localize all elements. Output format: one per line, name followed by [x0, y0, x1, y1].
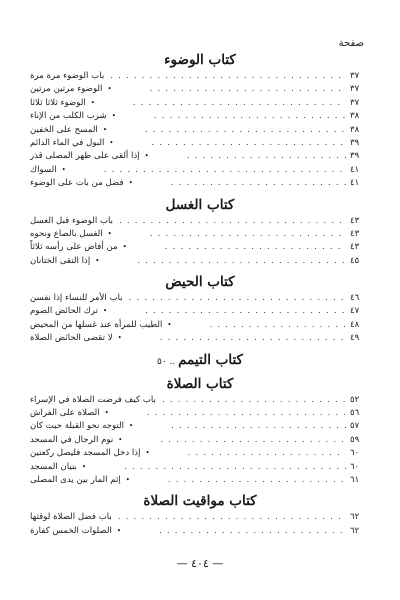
- entry-label: • الوضوء ثلاثا ثلاثا: [30, 97, 129, 110]
- entry-label: • إذا ألقى على ظهر المصلى قذر: [30, 150, 183, 163]
- entry-page-number: ٣٩: [350, 137, 360, 148]
- toc-entry: [30, 124, 370, 137]
- toc-entry: [30, 394, 370, 407]
- dot-leader: [160, 332, 346, 345]
- entry-page-number: ٦٠: [350, 461, 360, 472]
- entry-label: • السواك: [30, 164, 100, 177]
- entry-label: • فضل من بات على الوضوء: [30, 177, 167, 190]
- entry-label: • التوجه نحو القبلة حيث كان: [30, 420, 167, 433]
- dot-leader: [159, 525, 346, 538]
- section-page-number: ٥٠: [157, 356, 167, 367]
- dot-leader: [152, 137, 346, 150]
- dot-leader: [187, 150, 346, 163]
- toc-entry: [30, 407, 370, 420]
- section-title-text: كتاب الوضوء: [164, 52, 236, 68]
- entry-label: • إذا دخل المسجد فليصل ركعتين: [30, 447, 184, 460]
- entry-label: • الطيب للمرأة عند غسلها من المحيض: [30, 319, 206, 332]
- section-title: [30, 374, 370, 394]
- dot-leader: [118, 511, 346, 524]
- toc-entry: [30, 137, 370, 150]
- entry-label: • المسح على الخفين: [30, 124, 141, 137]
- entry-page-number: ٣٩: [350, 151, 360, 162]
- toc-entry: [30, 319, 370, 332]
- toc-entry: [30, 447, 370, 460]
- toc-entry: [30, 164, 370, 177]
- toc-entry: [30, 215, 370, 228]
- entry-page-number: ٦٠: [350, 448, 360, 459]
- entry-label: باب الأمر للنساء إذا نفسن: [30, 293, 123, 304]
- dot-leader: [171, 177, 346, 190]
- toc-entry: [30, 97, 370, 110]
- dot-leader: [104, 164, 346, 177]
- entry-page-number: ٤٣: [350, 228, 360, 239]
- toc-entry: [30, 305, 370, 318]
- dot-leader: [171, 420, 346, 433]
- section-title: [30, 50, 370, 70]
- toc-entry: [30, 83, 370, 96]
- entry-page-number: ٣٧: [350, 97, 360, 108]
- toc-entry: [30, 110, 370, 123]
- page-number-footer: — ٤٠٤ —: [176, 557, 224, 570]
- entry-page-number: ٥٢: [350, 394, 360, 405]
- toc-entry: [30, 292, 370, 305]
- dot-leader: [165, 241, 346, 254]
- dot-leader: [150, 228, 346, 241]
- dot-leader: [188, 447, 346, 460]
- table-of-contents: [30, 50, 370, 538]
- entry-page-number: ٥٧: [350, 421, 360, 432]
- entry-page-number: ٣٧: [350, 71, 360, 81]
- dot-leader: [137, 255, 346, 268]
- entry-label: • نوم الرجال في المسجد: [30, 434, 156, 447]
- section-title: [30, 195, 370, 215]
- entry-page-number: ٤٨: [350, 319, 360, 330]
- entry-page-number: ٦١: [350, 474, 360, 485]
- entry-label: • الوضوء مرتين مرتين: [30, 83, 146, 96]
- entry-page-number: ٥٩: [350, 434, 360, 445]
- dot-leader: [168, 474, 346, 487]
- dot-leader: [124, 461, 346, 474]
- toc-entry: [30, 70, 370, 83]
- dot-leader: [162, 394, 346, 407]
- dot-leader: [210, 319, 346, 332]
- toc-entry: [30, 228, 370, 241]
- toc-entry: [30, 177, 370, 190]
- entry-label: • لا تقضى الحائض الصلاة: [30, 332, 156, 345]
- toc-entry: [30, 241, 370, 254]
- toc-entry: [30, 511, 370, 524]
- entry-label: • شرب الكلب من الإناء: [30, 110, 150, 123]
- entry-page-number: ٤٧: [350, 306, 360, 317]
- entry-page-number: ٣٧: [350, 84, 360, 95]
- entry-label: باب كيف فرضت الصلاة في الإسراء: [30, 394, 156, 405]
- dot-leader: [154, 110, 346, 123]
- entry-label: • إثم المار بين يدى المصلى: [30, 474, 164, 487]
- section-title: [30, 272, 370, 292]
- dot-leader: [147, 407, 346, 420]
- entry-page-number: ٤١: [350, 178, 360, 189]
- entry-label: • ترك الحائض الصوم: [30, 305, 141, 318]
- section-title-text: كتاب الغسل: [165, 196, 235, 213]
- toc-entry: [30, 255, 370, 268]
- toc-entry: [30, 150, 370, 163]
- dot-leader: [110, 70, 346, 83]
- entry-label: • البول في الماء الدائم: [30, 137, 148, 150]
- page-column-header: صفحة: [338, 38, 364, 49]
- section-title: [30, 491, 370, 511]
- dot-leader: [145, 124, 346, 137]
- entry-page-number: ٣٨: [350, 124, 360, 135]
- entry-label: • من أفاض على رأسه ثلاثاً: [30, 241, 161, 254]
- dot-leader: [133, 97, 346, 110]
- entry-page-number: ٤١: [350, 164, 360, 175]
- toc-entry: [30, 332, 370, 345]
- section-title-text: كتاب مواقيت الصلاة: [143, 493, 257, 510]
- toc-entry: [30, 474, 370, 487]
- entry-page-number: ٤٣: [350, 242, 360, 253]
- entry-label: • الغسل بالصاع ونحوه: [30, 228, 146, 241]
- entry-page-number: ٤٦: [350, 293, 360, 304]
- entry-page-number: ٤٩: [350, 333, 360, 344]
- dot-leader: [129, 292, 346, 305]
- toc-entry: [30, 434, 370, 447]
- entry-label: باب الوضوء مرة مرة: [30, 71, 105, 81]
- section-title: كتاب التيمم .. ٥٠: [157, 351, 243, 368]
- dot-leader: [160, 434, 346, 447]
- section-title-text: كتاب التيمم: [178, 351, 243, 368]
- section-title-text: كتاب الحيض: [165, 274, 235, 291]
- toc-entry: [30, 525, 370, 538]
- entry-label: • إذا التقى الختانان: [30, 255, 133, 268]
- toc-entry: [30, 420, 370, 433]
- dot-leader: [145, 305, 346, 318]
- dot-leader: [119, 215, 346, 228]
- entry-label: • الصلاة على الفراش: [30, 407, 143, 420]
- toc-entry: [30, 461, 370, 474]
- entry-label: • بنيان المسجد: [30, 461, 120, 474]
- entry-page-number: ٣٨: [350, 111, 360, 122]
- entry-page-number: ٦٢: [350, 525, 360, 536]
- dot-leader: [150, 83, 346, 96]
- section-title-text: كتاب الصلاة: [166, 375, 234, 392]
- entry-label: • الصلوات الخمس كفارة: [30, 525, 155, 538]
- entry-page-number: ٤٥: [350, 255, 360, 266]
- entry-page-number: ٦٢: [350, 512, 360, 523]
- entry-page-number: ٤٣: [350, 215, 360, 226]
- entry-page-number: ٥٦: [350, 408, 360, 419]
- entry-label: باب الوضوء قبل الغسل: [30, 215, 114, 226]
- entry-label: باب فضل الصلاة لوقتها: [30, 512, 112, 523]
